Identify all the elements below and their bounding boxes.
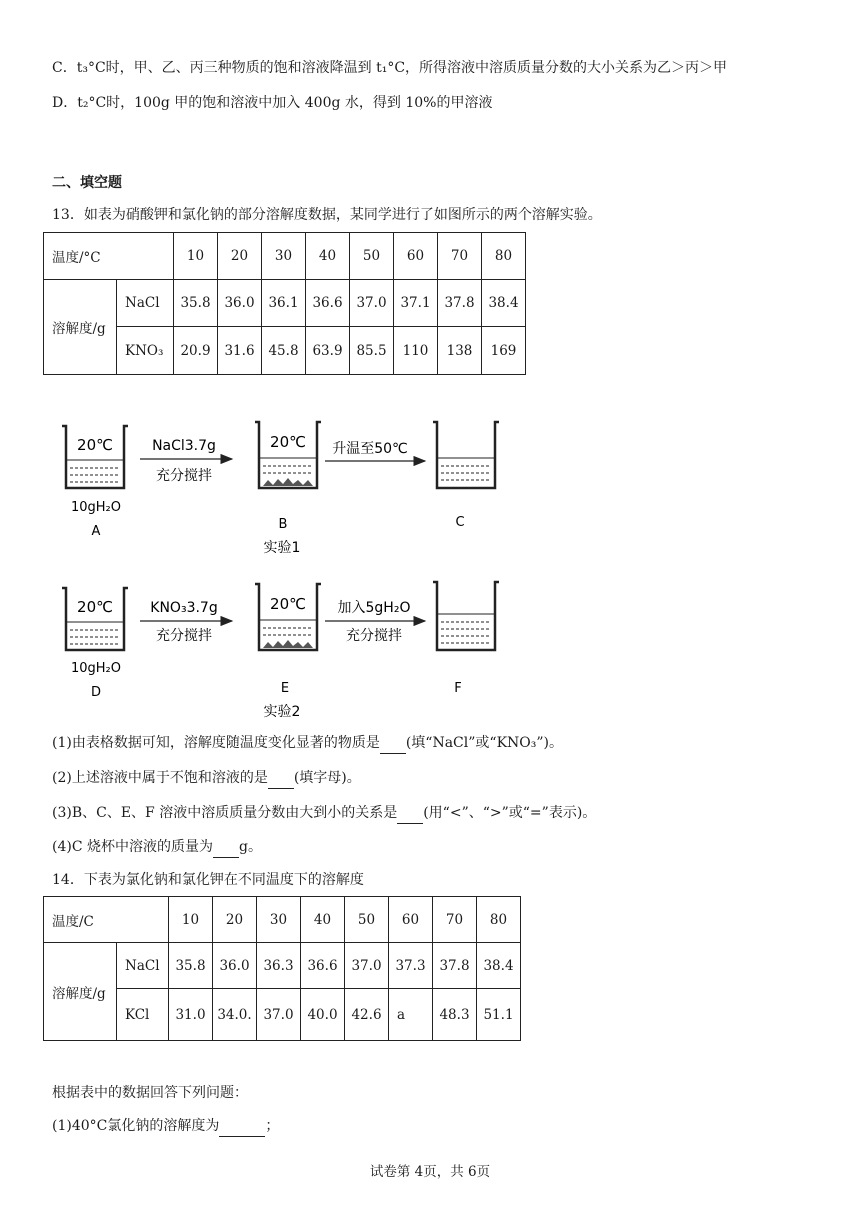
value-cell: 37.0 bbox=[350, 280, 394, 327]
question-text: (3)B、C、E、F 溶液中溶质质量分数由大到小的关系是 bbox=[52, 805, 398, 821]
value-cell: 51.1 bbox=[477, 989, 521, 1041]
solubility-header: 溶解度/g bbox=[44, 943, 117, 1041]
beaker-a-water: 10gH₂O bbox=[70, 500, 122, 515]
value-cell: 35.8 bbox=[169, 943, 213, 989]
beaker-b-temp: 20℃ bbox=[270, 433, 306, 451]
label-d: D bbox=[90, 685, 102, 700]
value-cell: 40.0 bbox=[301, 989, 345, 1041]
beaker-d bbox=[62, 588, 128, 650]
beaker-e-temp: 20℃ bbox=[270, 595, 306, 613]
question-hint: (用“<”、“>”或“=”表示)。 bbox=[423, 805, 597, 821]
value-cell: 36.1 bbox=[262, 280, 306, 327]
value-cell: 169 bbox=[482, 327, 526, 375]
temp-cell: 40 bbox=[301, 897, 345, 943]
q14-stem: 14．下表为氯化钠和氯化钾在不同温度下的溶解度 bbox=[52, 872, 364, 888]
q13-question-3 bbox=[52, 803, 596, 824]
q14-question-1 bbox=[52, 1116, 279, 1137]
q13-question-4 bbox=[52, 837, 262, 858]
question-text: (1)由表格数据可知，溶解度随温度变化显著的物质是 bbox=[52, 735, 380, 751]
label-c: C bbox=[455, 515, 465, 530]
value-cell: 37.8 bbox=[433, 943, 477, 989]
answer-blank[interactable] bbox=[268, 768, 294, 789]
value-cell: 42.6 bbox=[345, 989, 389, 1041]
question-text: (4)C 烧杯中溶液的质量为 bbox=[52, 839, 213, 855]
value-cell: 48.3 bbox=[433, 989, 477, 1041]
temp-cell: 80 bbox=[482, 233, 526, 280]
option-c: C．t₃°C时，甲、乙、丙三种物质的饱和溶液降温到 t₁°C，所得溶液中溶质质量分数的大小关系为乙＞丙＞甲 bbox=[52, 60, 728, 76]
temp-cell: 40 bbox=[306, 233, 350, 280]
value-cell: 36.0 bbox=[213, 943, 257, 989]
arrow3-label-bottom: 充分搅拌 bbox=[156, 628, 212, 644]
question-hint: (填字母)。 bbox=[293, 770, 361, 786]
label-e: E bbox=[280, 681, 290, 696]
temp-cell: 30 bbox=[262, 233, 306, 280]
temp-header: 温度/°C bbox=[44, 233, 174, 280]
value-cell: 36.6 bbox=[306, 280, 350, 327]
answer-blank[interactable] bbox=[219, 1116, 265, 1137]
value-cell: 37.3 bbox=[389, 943, 433, 989]
temp-cell: 50 bbox=[350, 233, 394, 280]
value-cell: 36.0 bbox=[218, 280, 262, 327]
beaker-c bbox=[433, 422, 499, 488]
q14-solubility-table bbox=[43, 896, 521, 1041]
value-cell: 63.9 bbox=[306, 327, 350, 375]
table-row bbox=[44, 280, 526, 327]
beaker-a bbox=[62, 426, 128, 488]
arrow4-label-top: 加入5gH₂O bbox=[337, 600, 411, 616]
beaker-d-temp: 20℃ bbox=[77, 598, 113, 616]
temp-cell: 70 bbox=[433, 897, 477, 943]
beaker-d-water: 10gH₂O bbox=[70, 661, 122, 676]
value-cell: 37.1 bbox=[394, 280, 438, 327]
solubility-header: 溶解度/g bbox=[44, 280, 117, 375]
value-cell: a bbox=[389, 989, 433, 1041]
arrow2-label-top: 升温至50℃ bbox=[332, 441, 408, 457]
arrow3-label-top: KNO₃3.7g bbox=[150, 600, 218, 616]
label-f: F bbox=[454, 681, 462, 696]
question-hint: (填“NaCl”或“KNO₃”)。 bbox=[405, 735, 563, 751]
table-row bbox=[44, 233, 526, 280]
q14-intro: 根据表中的数据回答下列问题： bbox=[52, 1085, 248, 1101]
value-cell: 34.0. bbox=[213, 989, 257, 1041]
q13-solubility-table bbox=[43, 232, 526, 375]
section-title: 二、填空题 bbox=[52, 175, 122, 191]
caption-exp2: 实验2 bbox=[263, 704, 301, 720]
value-cell: 38.4 bbox=[477, 943, 521, 989]
value-cell: 85.5 bbox=[350, 327, 394, 375]
temp-cell: 10 bbox=[174, 233, 218, 280]
value-cell: 36.3 bbox=[257, 943, 301, 989]
beaker-f bbox=[433, 582, 499, 650]
temp-cell: 20 bbox=[218, 233, 262, 280]
temp-cell: 60 bbox=[389, 897, 433, 943]
page-footer: 试卷第 4页，共 6页 bbox=[369, 1164, 491, 1180]
value-cell: 110 bbox=[394, 327, 438, 375]
arrow4-label-bottom: 充分搅拌 bbox=[346, 628, 402, 644]
answer-blank[interactable] bbox=[397, 803, 423, 824]
value-cell: 37.0 bbox=[345, 943, 389, 989]
value-cell: 31.6 bbox=[218, 327, 262, 375]
label-b: B bbox=[278, 517, 288, 532]
temp-cell: 30 bbox=[257, 897, 301, 943]
temp-cell: 70 bbox=[438, 233, 482, 280]
question-text: (2)上述溶液中属于不饱和溶液的是 bbox=[52, 770, 268, 786]
q13-stem: 13．如表为硝酸钾和氯化钠的部分溶解度数据，某同学进行了如图所示的两个溶解实验。 bbox=[52, 207, 602, 223]
question-hint: ； bbox=[265, 1118, 280, 1134]
q13-question-1 bbox=[52, 733, 563, 754]
temp-cell: 80 bbox=[477, 897, 521, 943]
value-cell: 31.0 bbox=[169, 989, 213, 1041]
value-cell: 37.8 bbox=[438, 280, 482, 327]
temp-header: 温度/C bbox=[44, 897, 169, 943]
q13-question-2 bbox=[52, 768, 361, 789]
question-text: (1)40°C氯化钠的溶解度为 bbox=[52, 1118, 220, 1134]
temp-cell: 50 bbox=[345, 897, 389, 943]
temp-cell: 20 bbox=[213, 897, 257, 943]
table-row bbox=[44, 943, 521, 989]
value-cell: 35.8 bbox=[174, 280, 218, 327]
value-cell: 20.9 bbox=[174, 327, 218, 375]
table-row bbox=[44, 327, 526, 375]
experiment-diagram bbox=[0, 400, 560, 730]
temp-cell: 60 bbox=[394, 233, 438, 280]
substance-kno3: KNO₃ bbox=[117, 327, 174, 375]
beaker-e bbox=[255, 584, 321, 650]
answer-blank[interactable] bbox=[380, 733, 406, 754]
value-cell: 38.4 bbox=[482, 280, 526, 327]
temp-cell: 10 bbox=[169, 897, 213, 943]
arrow1-label-top: NaCl3.7g bbox=[152, 438, 216, 454]
value-cell: 138 bbox=[438, 327, 482, 375]
arrow1-label-bottom: 充分搅拌 bbox=[156, 468, 212, 484]
caption-exp1: 实验1 bbox=[263, 540, 301, 556]
beaker-b bbox=[255, 422, 321, 488]
table-row bbox=[44, 897, 521, 943]
value-cell: 36.6 bbox=[301, 943, 345, 989]
substance-nacl: NaCl bbox=[117, 943, 169, 989]
substance-nacl: NaCl bbox=[117, 280, 174, 327]
value-cell: 45.8 bbox=[262, 327, 306, 375]
question-hint: g。 bbox=[239, 839, 262, 855]
value-cell: 37.0 bbox=[257, 989, 301, 1041]
answer-blank[interactable] bbox=[213, 837, 239, 858]
substance-kcl: KCl bbox=[117, 989, 169, 1041]
label-a: A bbox=[91, 524, 101, 539]
option-d: D．t₂°C时，100g 甲的饱和溶液中加入 400g 水，得到 10%的甲溶液 bbox=[52, 95, 493, 111]
beaker-a-temp: 20℃ bbox=[77, 436, 113, 454]
